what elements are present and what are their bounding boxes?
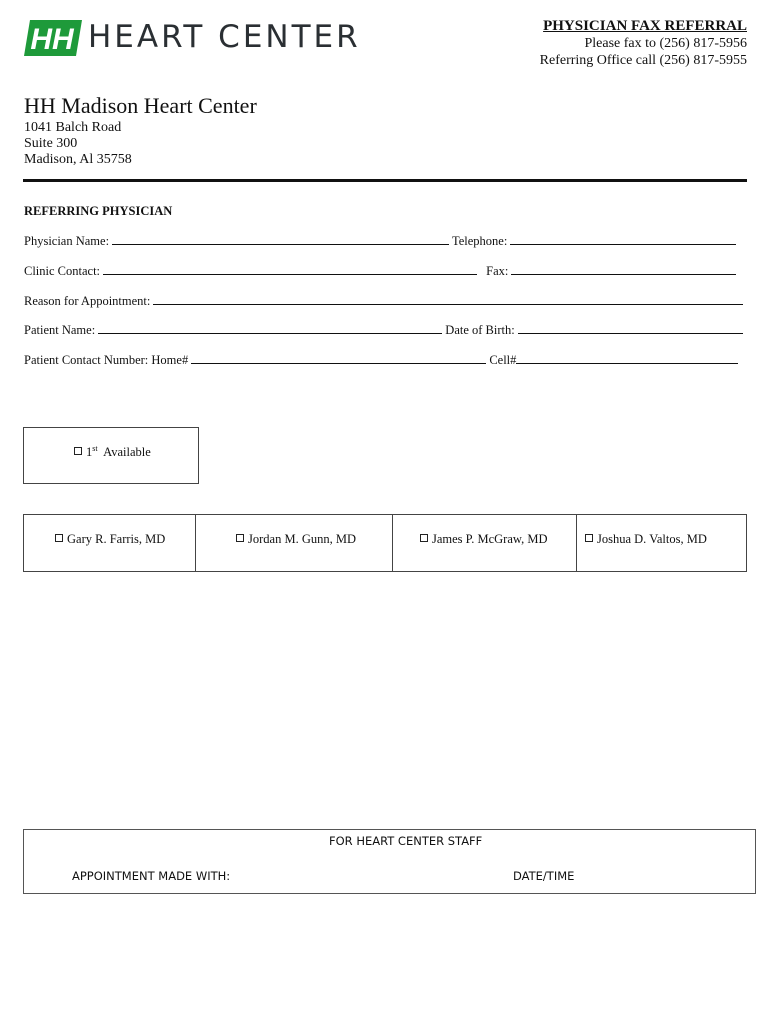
cell-label: Cell# xyxy=(489,353,517,367)
reason-field[interactable] xyxy=(153,295,743,305)
physician-label: James P. McGraw, MD xyxy=(432,532,548,546)
appointment-made-with-label: APPOINTMENT MADE WITH: xyxy=(72,869,231,883)
first-available-suffix: st xyxy=(92,444,98,453)
address-line-2: Suite 300 xyxy=(24,136,78,151)
checkbox-icon[interactable] xyxy=(585,534,593,542)
physician-label: Jordan M. Gunn, MD xyxy=(248,532,356,546)
reason-label: Reason for Appointment: xyxy=(24,294,151,308)
physician-label: Gary R. Farris, MD xyxy=(67,532,166,546)
first-available-box xyxy=(23,427,199,484)
physician-cell xyxy=(24,515,196,571)
section-divider xyxy=(23,179,747,182)
checkbox-icon[interactable] xyxy=(74,447,82,455)
physician-option-valtos[interactable] xyxy=(585,532,707,547)
staff-title: FOR HEART CENTER STAFF xyxy=(329,834,483,848)
logo-mark-text: HH xyxy=(30,23,74,56)
first-available-option[interactable] xyxy=(74,444,151,460)
physician-name-field[interactable] xyxy=(112,235,449,245)
physician-option-gunn[interactable] xyxy=(236,532,356,547)
clinic-contact-label: Clinic Contact: xyxy=(24,264,101,278)
hh-logo-icon xyxy=(24,20,82,56)
physician-name-row xyxy=(24,234,736,249)
office-phone-line: Referring Office call (256) 817-5955 xyxy=(539,53,747,68)
clinic-contact-field[interactable] xyxy=(103,265,477,275)
physician-options xyxy=(23,514,747,572)
fax-number-line: Please fax to (256) 817-5956 xyxy=(584,36,747,51)
fax-header xyxy=(540,18,747,69)
date-time-label: DATE/TIME xyxy=(513,869,575,883)
telephone-field[interactable] xyxy=(510,235,736,245)
reason-row xyxy=(24,294,743,309)
physician-name-label: Physician Name: xyxy=(24,234,110,248)
checkbox-icon[interactable] xyxy=(236,534,244,542)
patient-name-row xyxy=(24,323,743,338)
home-phone-label: Patient Contact Number: Home# xyxy=(24,353,189,367)
cell-field[interactable] xyxy=(516,354,738,364)
fax-field[interactable] xyxy=(511,265,736,275)
staff-section xyxy=(23,829,756,894)
clinic-name: HH Madison Heart Center xyxy=(24,93,257,118)
physician-cell xyxy=(196,515,393,571)
dob-field[interactable] xyxy=(518,324,743,334)
patient-contact-row xyxy=(24,353,738,368)
physician-label: Joshua D. Valtos, MD xyxy=(597,532,707,546)
clinic-contact-row xyxy=(24,264,736,279)
home-phone-field[interactable] xyxy=(191,354,486,364)
physician-cell xyxy=(393,515,577,571)
physician-option-farris[interactable] xyxy=(55,532,165,547)
form-title: PHYSICIAN FAX REFERRAL xyxy=(543,18,747,34)
fax-label: Fax: xyxy=(486,264,509,278)
patient-name-label: Patient Name: xyxy=(24,323,96,337)
clinic-address xyxy=(24,120,132,168)
heart-center-logo xyxy=(24,18,364,58)
first-available-number: 1 xyxy=(86,445,93,460)
patient-name-field[interactable] xyxy=(98,324,442,334)
physician-cell xyxy=(577,515,746,571)
logo-wordmark: HEART CENTER xyxy=(88,19,361,55)
checkbox-icon[interactable] xyxy=(55,534,63,542)
address-line-3: Madison, Al 35758 xyxy=(24,152,132,167)
telephone-label: Telephone: xyxy=(451,234,508,248)
address-line-1: 1041 Balch Road xyxy=(24,120,122,135)
first-available-label: Available xyxy=(103,445,151,460)
referring-physician-heading: REFERRING PHYSICIAN xyxy=(24,204,173,218)
checkbox-icon[interactable] xyxy=(420,534,428,542)
physician-option-mcgraw[interactable] xyxy=(420,532,548,547)
dob-label: Date of Birth: xyxy=(445,323,515,337)
